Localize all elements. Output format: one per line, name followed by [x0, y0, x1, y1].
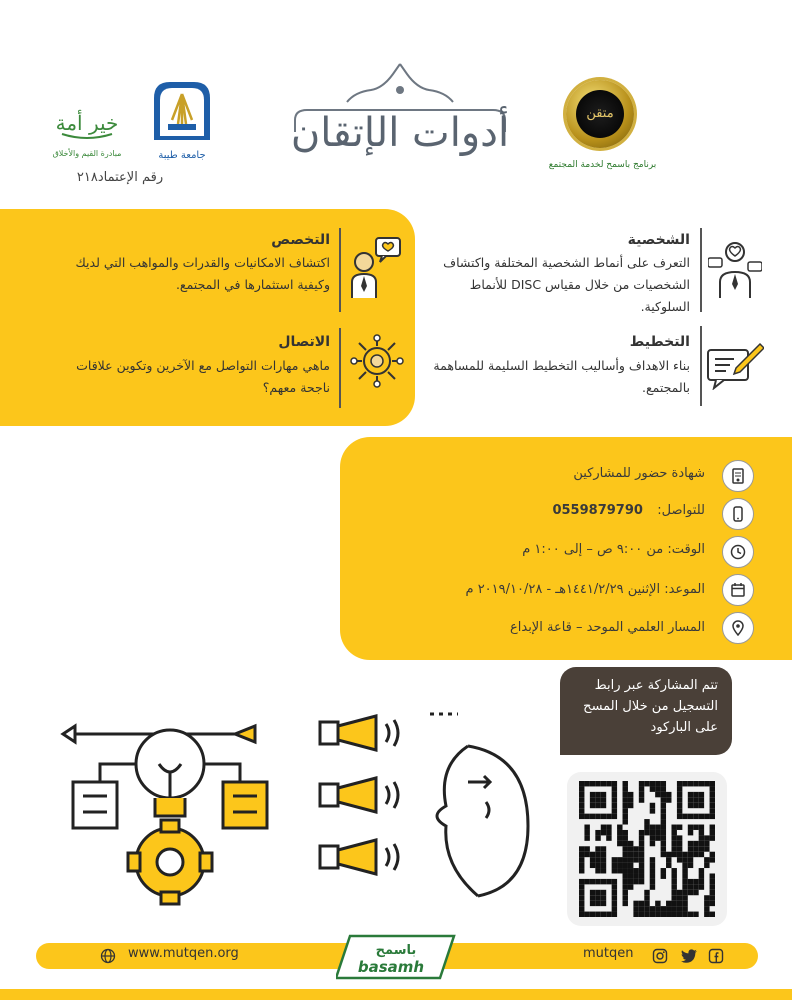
- location-pin-icon: [722, 612, 754, 644]
- innovation-bulb-gear-illustration: [55, 712, 285, 912]
- contact-label: للتواصل:: [657, 503, 705, 518]
- bottom-accent-strip: [0, 989, 792, 1000]
- personality-body: التعرف على أنماط الشخصية المختلفة واكتشاف الشخصيات من خلال مقياس DISC للأنماط السلوكية.: [443, 255, 690, 314]
- khair-umma-logo-subtitle: مبادرة القيم والأخلاق: [52, 149, 122, 158]
- planning-title: التخطيط: [629, 334, 690, 350]
- clock-icon: [722, 536, 754, 568]
- taibah-university-logo: [148, 74, 216, 166]
- certificate-icon: [722, 460, 754, 492]
- specialization-icon: [348, 236, 404, 300]
- khair-umma-logo: [40, 100, 135, 170]
- qr-code-frame: [567, 772, 727, 926]
- communication-divider: [339, 328, 341, 408]
- communication-title: الاتصال: [278, 334, 330, 350]
- phone-icon: [722, 498, 754, 530]
- personality-icon: [708, 240, 762, 300]
- seal-caption: برنامج باسمح لخدمة المجتمع: [548, 160, 657, 170]
- date-text: الموعد: الإثنين ١٤٤١/٢/٢٩هـ - ٢٠١٩/١٠/٢٨ م: [465, 582, 705, 597]
- planning-divider: [700, 326, 702, 406]
- facebook-icon[interactable]: [708, 948, 724, 964]
- contact-number[interactable]: 0559879790: [552, 503, 643, 518]
- personality-divider: [700, 228, 702, 312]
- mutqen-seal-text: متقن: [576, 90, 624, 138]
- time-text: الوقت: من ٩:٠٠ ص – إلى ١:٠٠ م: [522, 542, 705, 557]
- page-title: أدوات الإتقان: [290, 110, 510, 156]
- planning-body: بناء الاهداف وأساليب التخطيط السليمة للمساهمة بالمجتمع.: [433, 358, 690, 395]
- social-handle[interactable]: mutqen: [583, 946, 634, 961]
- accreditation-number: رقم الإعتماد٢١٨: [76, 170, 164, 185]
- calendar-icon: [722, 574, 754, 606]
- basamh-logo-ar: باسمح: [375, 943, 417, 958]
- specialization-divider: [339, 228, 341, 312]
- certificate-text: شهادة حضور للمشاركين: [573, 466, 705, 481]
- basamh-logo-latin: basamh: [357, 958, 425, 976]
- specialization-body: اكتشاف الامكانيات والقدرات والمواهب التي لديك وكيفية استثمارها في المجتمع.: [75, 255, 330, 292]
- specialization-title: التخصص: [271, 232, 330, 248]
- registration-qr-code[interactable]: [579, 781, 715, 917]
- twitter-icon[interactable]: [680, 948, 698, 964]
- basamh-logo: [336, 934, 456, 980]
- communication-icon: [350, 334, 404, 388]
- khair-umma-logo-text: خير أمة: [55, 111, 119, 135]
- megaphones-head-illustration: [318, 706, 533, 906]
- instagram-icon[interactable]: [652, 948, 668, 964]
- registration-callout: تتم المشاركة عبر رابط التسجيل من خلال المسح على الباركود: [560, 667, 732, 755]
- taibah-logo-text: جامعة طيبة: [158, 150, 206, 161]
- personality-title: الشخصية: [627, 232, 690, 248]
- contact-row: [400, 503, 705, 518]
- website-link[interactable]: www.mutqen.org: [128, 946, 239, 961]
- globe-icon: [100, 948, 116, 964]
- location-text: المسار العلمي الموحد – قاعة الإبداع: [510, 620, 705, 635]
- communication-body: ماهي مهارات التواصل مع الآخرين وتكوين علاقات ناجحة معهم؟: [76, 358, 330, 395]
- planning-icon: [706, 340, 764, 390]
